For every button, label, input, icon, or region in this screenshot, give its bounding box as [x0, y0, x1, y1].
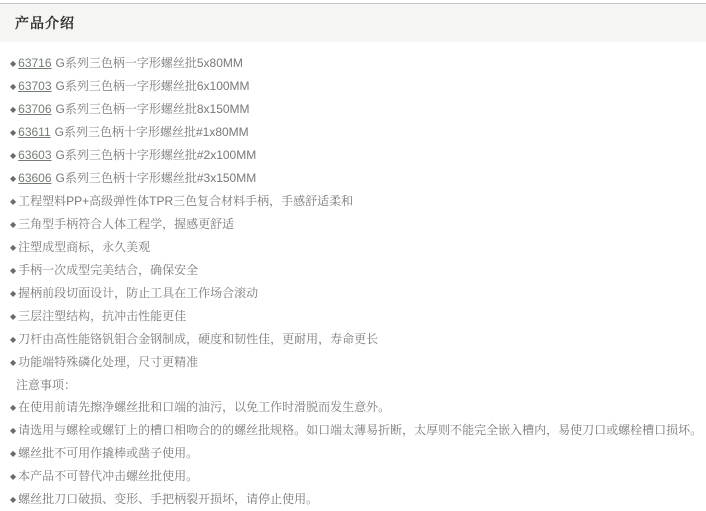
list-item: [10, 419, 703, 442]
list-item: [10, 213, 696, 236]
list-item-text: 功能端特殊磷化处理，尺寸更精准: [18, 355, 199, 369]
list-item: [10, 259, 696, 282]
diamond-bullet-icon: ◆: [10, 128, 17, 137]
list-item: [10, 351, 696, 374]
list-item: [10, 167, 696, 190]
product-code-link[interactable]: 63606: [18, 171, 52, 185]
diamond-bullet-icon: ◆: [10, 243, 17, 252]
diamond-bullet-icon: ◆: [10, 426, 17, 435]
diamond-bullet-icon: ◆: [10, 59, 17, 68]
list-item: [10, 236, 696, 259]
notice-subheading: [10, 374, 696, 396]
list-item-text: 请选用与螺栓或螺钉上的槽口相吻合的的螺丝批规格。如口端太薄易折断，太厚则不能完全嵌入槽内，易使刀口或螺栓槽口损坏。: [18, 423, 703, 437]
diamond-bullet-icon: ◆: [10, 449, 17, 458]
list-item-text: 注塑成型商标，永久美观: [18, 240, 151, 254]
list-item: [10, 488, 696, 511]
page-title: 产品介绍: [15, 15, 75, 31]
product-code-link[interactable]: 63603: [18, 148, 52, 162]
list-item: [10, 328, 696, 351]
product-description-list: [0, 42, 706, 511]
list-item: [10, 305, 696, 328]
list-item-text: 握柄前段切面设计，防止工具在工作场合滚动: [18, 286, 259, 300]
list-item-text: 三层注塑结构，抗冲击性能更佳: [18, 309, 187, 323]
list-item-text: 在使用前请先擦净螺丝批和口端的油污，以免工作时滑脱而发生意外。: [18, 400, 391, 414]
list-item-text: 螺丝批不可用作撬棒或凿子使用。: [18, 446, 199, 460]
diamond-bullet-icon: ◆: [10, 495, 17, 504]
list-item-text: 手柄一次成型完美结合，确保安全: [18, 263, 199, 277]
list-item-text: 螺丝批刀口破损、变形、手把柄裂开损坏，请停止使用。: [18, 492, 319, 506]
list-item: [10, 190, 696, 213]
diamond-bullet-icon: ◆: [10, 151, 17, 160]
product-code-link[interactable]: 63611: [18, 125, 51, 139]
list-item-text: G系列三色柄十字形螺丝批#2x100MM: [55, 148, 257, 162]
diamond-bullet-icon: ◆: [10, 335, 17, 344]
list-item-text: G系列三色柄十字形螺丝批#3x150MM: [55, 171, 257, 185]
list-item-text: G系列三色柄十字形螺丝批#1x80MM: [54, 125, 249, 139]
list-item: [10, 98, 696, 121]
list-item: [10, 144, 696, 167]
product-page: [0, 3, 706, 509]
diamond-bullet-icon: ◆: [10, 403, 17, 412]
product-code-link[interactable]: 63716: [18, 56, 52, 70]
list-item: [10, 282, 696, 305]
list-item: [10, 465, 696, 488]
section-header: [0, 3, 706, 42]
diamond-bullet-icon: ◆: [10, 197, 17, 206]
list-item: [10, 75, 696, 98]
list-item: [10, 121, 696, 144]
list-item: [10, 396, 696, 419]
list-item-text: 本产品不可替代冲击螺丝批使用。: [18, 469, 199, 483]
list-item: [10, 442, 696, 465]
subheading-label: 注意事项：: [16, 378, 77, 392]
list-item: [10, 52, 696, 75]
diamond-bullet-icon: ◆: [10, 312, 17, 321]
list-item-text: 三角型手柄符合人体工程学，握感更舒适: [18, 217, 235, 231]
list-item-text: 工程塑料PP+高级弹性体TPR三色复合材料手柄，手感舒适柔和: [18, 194, 354, 208]
product-code-link[interactable]: 63706: [18, 102, 52, 116]
list-item-text: G系列三色柄一字形螺丝批8x150MM: [55, 102, 250, 116]
diamond-bullet-icon: ◆: [10, 289, 17, 298]
diamond-bullet-icon: ◆: [10, 472, 17, 481]
diamond-bullet-icon: ◆: [10, 220, 17, 229]
diamond-bullet-icon: ◆: [10, 358, 17, 367]
list-item-text: G系列三色柄一字形螺丝批5x80MM: [55, 56, 243, 70]
diamond-bullet-icon: ◆: [10, 266, 17, 275]
diamond-bullet-icon: ◆: [10, 105, 17, 114]
list-item-text: 刀杆由高性能铬钒钼合金钢制成，硬度和韧性佳，更耐用，寿命更长: [18, 332, 379, 346]
list-item-text: G系列三色柄一字形螺丝批6x100MM: [55, 79, 250, 93]
diamond-bullet-icon: ◆: [10, 82, 17, 91]
diamond-bullet-icon: ◆: [10, 174, 17, 183]
product-code-link[interactable]: 63703: [18, 79, 52, 93]
